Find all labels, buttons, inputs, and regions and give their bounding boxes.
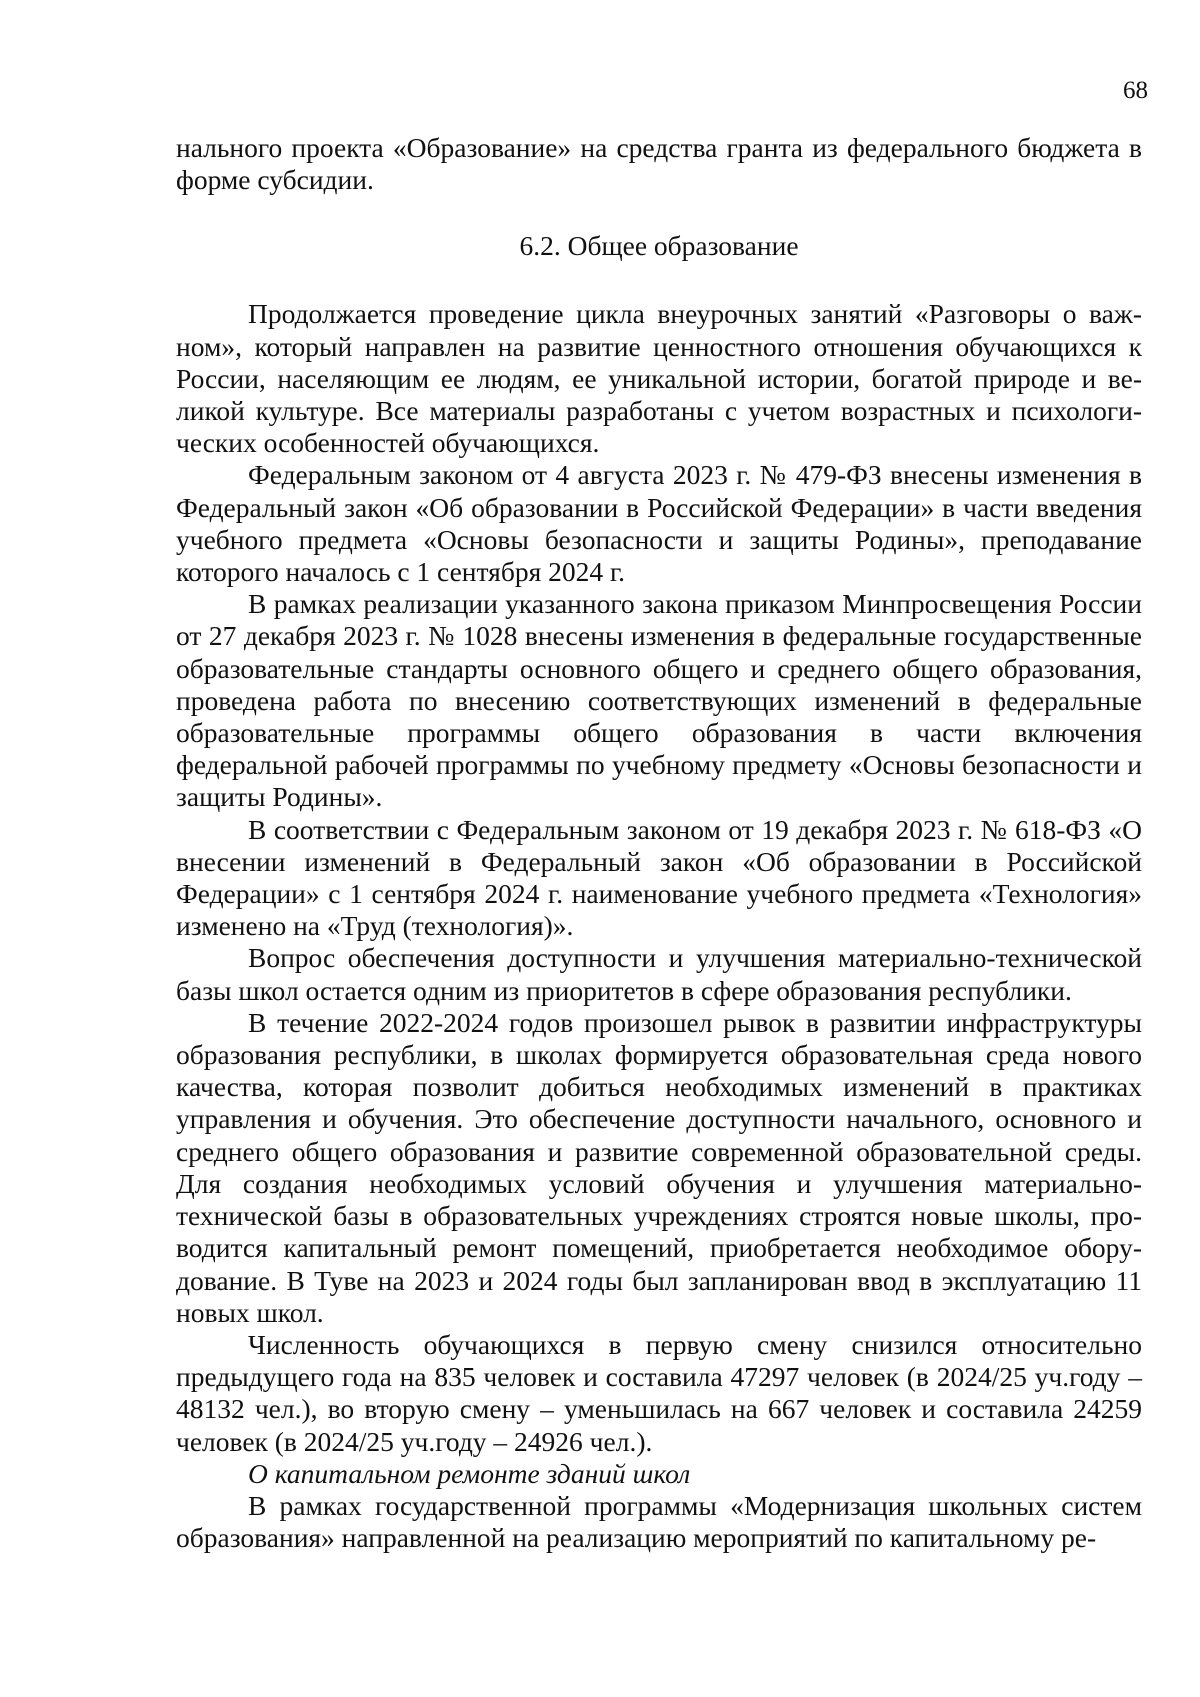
paragraph: В течение 2022-2024 годов произошел рывок в развитии инфраструктуры образования республики, в школах формируется образовательная среда нового качества, которая позволит добиться необходимых изменений в практиках управления и обучения. Это обеспечение доступности начального, основного и среднего общего образования и развитие современной образовательной среды. Для создания необходимых условий обучения и улучшения материально-технической базы в образовательных учреждениях строятся новые школы, проводится капитальный ремонт помещений, приобретается необходимое оборудование. В Туве на 2023 и 2024 годы был запланирован ввод в эксплуатацию 11 новых школ.: [176, 1006, 1142, 1328]
paragraph: В рамках реализации указанного закона приказом Минпросвещения России от 27 декабря 2023 г. № 1028 внесены изменения в федеральные государственные образовательные стандарты основного общего и среднего общего образования, проведена работа по внесению соответствующих изменений в федеральные образовательные программы общего образования в части включения федеральной рабочей программы по учебному предмету «Основы безопасности и защиты Родины».: [176, 588, 1142, 813]
subheading: О капитальном ремонте зданий школ: [248, 1457, 691, 1489]
page-number: 68: [1123, 77, 1148, 104]
final-paragraph: В рамках государственной программы «Модернизация школьных систем образования» направленной на реализацию мероприятий по капитальному ре-: [176, 1489, 1142, 1554]
section-title: 6.2. Общее образование: [519, 230, 799, 262]
paragraph: В соответствии с Федеральным законом от 19 декабря 2023 г. № 618-ФЗ «О внесении изменений в Федеральный закон «Об образовании в Российской Федерации» с 1 сентября 2024 г. наименование учебного предмета «Технология» изменено на «Труд (технология)».: [176, 813, 1142, 942]
paragraph: Федеральным законом от 4 августа 2023 г. № 479-ФЗ внесены изменения в Федеральный закон «Об образовании в Российской Федерации» в части введения учебного предмета «Основы безопасности и защиты Родины», преподавание которого началось с 1 сентября 2024 г.: [176, 459, 1142, 588]
paragraph: Вопрос обеспечения доступности и улучшения материально-технической базы школ остается одним из приоритетов в сфере образования республики.: [176, 942, 1142, 1006]
document-body: [176, 132, 1142, 1554]
intro-paragraph: нального проекта «Образование» на средства гранта из федерального бюджета в форме субсидии.: [176, 132, 1142, 196]
paragraph: Продолжается проведение цикла внеурочных занятий «Разговоры о важном», который направлен на развитие ценностного отношения обучающихся к России, населяющим ее людям, ее уникальной истории, богатой природе и великой культуре. Все материалы разработаны с учетом возрастных и психологических особенностей обучающихся.: [176, 298, 1142, 459]
paragraph: Численность обучающихся в первую смену снизился относительно предыдущего года на 835 человек и составила 47297 человек (в 2024/25 уч.году – 48132 чел.), во вторую смену – уменьшилась на 667 человек и составила 24259 человек (в 2024/25 уч.году – 24926 чел.).: [176, 1328, 1142, 1457]
